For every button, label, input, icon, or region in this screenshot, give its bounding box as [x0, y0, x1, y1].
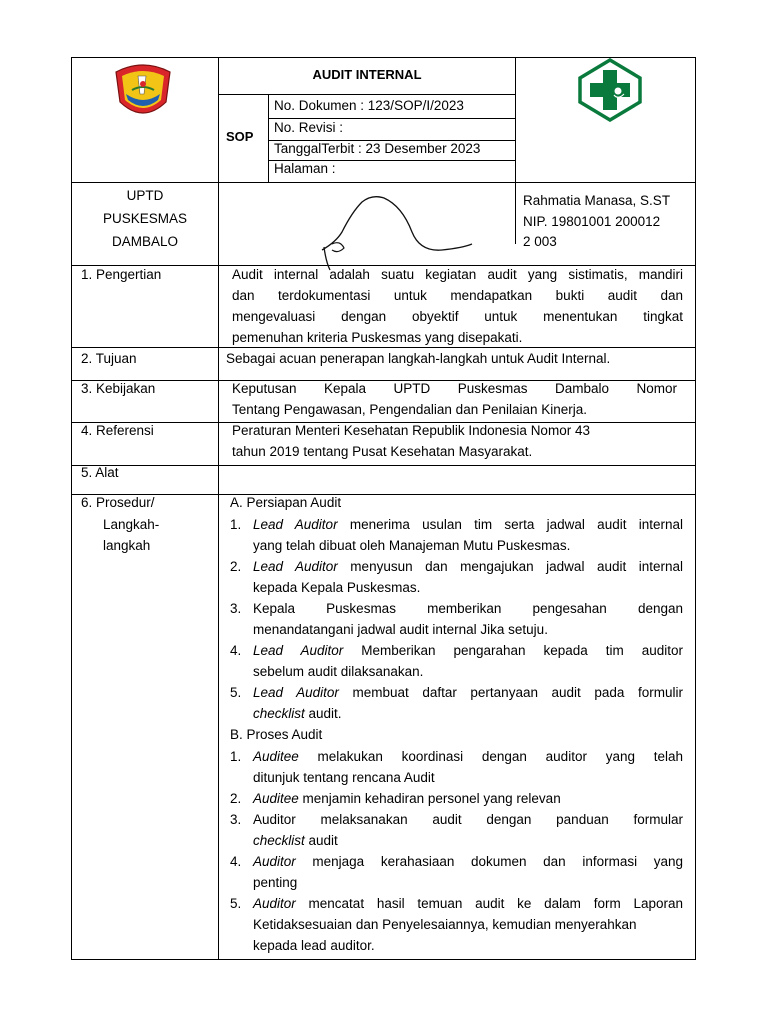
- org-name-line1: UPTD: [126, 188, 164, 203]
- sop-label: SOP: [226, 129, 254, 144]
- org-name-line3: DAMBALO: [111, 234, 179, 249]
- divider: [218, 58, 219, 960]
- step-line: sebelum audit dilaksanakan.: [253, 664, 424, 679]
- tanggal-terbit: TanggalTerbit : 23 Desember 2023: [274, 141, 481, 156]
- step-number: 5.: [230, 896, 242, 911]
- step-line: kepada lead auditor.: [253, 938, 375, 953]
- section-label-tujuan: 2. Tujuan: [81, 351, 137, 366]
- step-number: 2.: [230, 559, 242, 574]
- pengertian-line: mengevaluasi dengan obyektif untuk menentukan tingkat: [232, 309, 683, 324]
- divider: [268, 94, 269, 183]
- step-number: 4.: [230, 643, 242, 658]
- signatory-nip-cont: 2 003: [523, 234, 557, 249]
- step-number: 4.: [230, 854, 242, 869]
- step-line: Auditor mencatat hasil temuan audit ke dalam form Laporan: [253, 896, 683, 911]
- section-label-prosedur-cont: Langkah-: [103, 517, 160, 532]
- divider: [72, 347, 696, 348]
- section-label-prosedur: 6. Prosedur/: [81, 495, 155, 510]
- section-label-referensi: 4. Referensi: [81, 423, 154, 438]
- signature: [312, 192, 482, 272]
- step-line: Auditee melakukan koordinasi dengan auditor yang telah: [253, 749, 683, 764]
- step-line: yang telah dibuat oleh Manajeman Mutu Puskesmas.: [253, 538, 571, 553]
- step-line: Auditee menjamin kehadiran personel yang relevan: [253, 791, 561, 806]
- puskesmas-cross-logo-icon: [574, 58, 646, 122]
- tujuan-text: Sebagai acuan penerapan langkah-langkah untuk Audit Internal.: [226, 351, 611, 366]
- step-line: checklist audit.: [253, 706, 342, 721]
- halaman: Halaman :: [274, 161, 336, 176]
- pengertian-line: pemenuhan kriteria Puskesmas yang disepakati.: [232, 330, 523, 345]
- step-number: 1.: [230, 517, 242, 532]
- step-line: kepada Kepala Puskesmas.: [253, 580, 421, 595]
- referensi-line: Peraturan Menteri Kesehatan Republik Indonesia Nomor 43: [232, 423, 590, 438]
- step-line: Ketidaksesuaian dan Penyelesaiannya, kemudian menyerahkan: [253, 917, 637, 932]
- referensi-line: tahun 2019 tentang Pusat Kesehatan Masyarakat.: [232, 444, 533, 459]
- step-line: Kepala Puskesmas memberikan pengesahan dengan: [253, 601, 683, 616]
- divider: [218, 94, 516, 95]
- step-line: Auditor melaksanakan audit dengan panduan formular: [253, 812, 683, 827]
- kebijakan-line: Tentang Pengawasan, Pengendalian dan Penilaian Kinerja.: [232, 402, 588, 417]
- section-label-pengertian: 1. Pengertian: [81, 267, 162, 282]
- step-line: Lead Auditor menerima usulan tim serta jadwal audit internal: [253, 517, 683, 532]
- step-line: penting: [253, 875, 298, 890]
- step-number: 2.: [230, 791, 242, 806]
- step-line: Lead Auditor membuat daftar pertanyaan audit pada formulir: [253, 685, 683, 700]
- step-line: Auditor menjaga kerahasiaan dokumen dan informasi yang: [253, 854, 683, 869]
- subsection-heading: A. Persiapan Audit: [230, 495, 342, 510]
- kebijakan-line: Keputusan Kepala UPTD Puskesmas Dambalo Nomor: [232, 381, 677, 396]
- pengertian-line: dan terdokumentasi untuk mendapatkan bukti audit dan: [232, 288, 683, 303]
- section-label-alat: 5. Alat: [81, 465, 119, 480]
- step-line: Lead Auditor Memberikan pengarahan kepada tim auditor: [253, 643, 683, 658]
- no-revisi: No. Revisi :: [274, 120, 344, 135]
- signatory-name: Rahmatia Manasa, S.ST: [523, 193, 671, 208]
- sop-document: [71, 57, 696, 960]
- divider: [72, 465, 696, 466]
- step-line: checklist audit: [253, 833, 338, 848]
- divider: [72, 182, 696, 183]
- section-label-prosedur-cont: langkah: [103, 538, 151, 553]
- org-name-line2: PUSKESMAS: [102, 211, 188, 226]
- divider: [72, 494, 696, 495]
- step-number: 5.: [230, 685, 242, 700]
- step-number: 1.: [230, 749, 242, 764]
- divider: [515, 58, 516, 244]
- subsection-heading: B. Proses Audit: [230, 727, 323, 742]
- step-number: 3.: [230, 601, 242, 616]
- step-line: ditunjuk tentang rencana Audit: [253, 770, 435, 785]
- document-title: AUDIT INTERNAL: [312, 67, 422, 82]
- signatory-nip: NIP. 19801001 200012: [523, 214, 661, 229]
- step-number: 3.: [230, 812, 242, 827]
- step-line: menandatangani jadwal audit internal Jika setuju.: [253, 622, 548, 637]
- section-label-kebijakan: 3. Kebijakan: [81, 381, 156, 396]
- no-dokumen: No. Dokumen : 123/SOP/I/2023: [274, 98, 464, 113]
- divider: [268, 118, 516, 119]
- step-line: Lead Auditor menyusun dan mengajukan jadwal audit internal: [253, 559, 683, 574]
- pengertian-line: Audit internal adalah suatu kegiatan audit yang sistimatis, mandiri: [232, 267, 683, 282]
- regency-emblem-icon: [108, 62, 178, 124]
